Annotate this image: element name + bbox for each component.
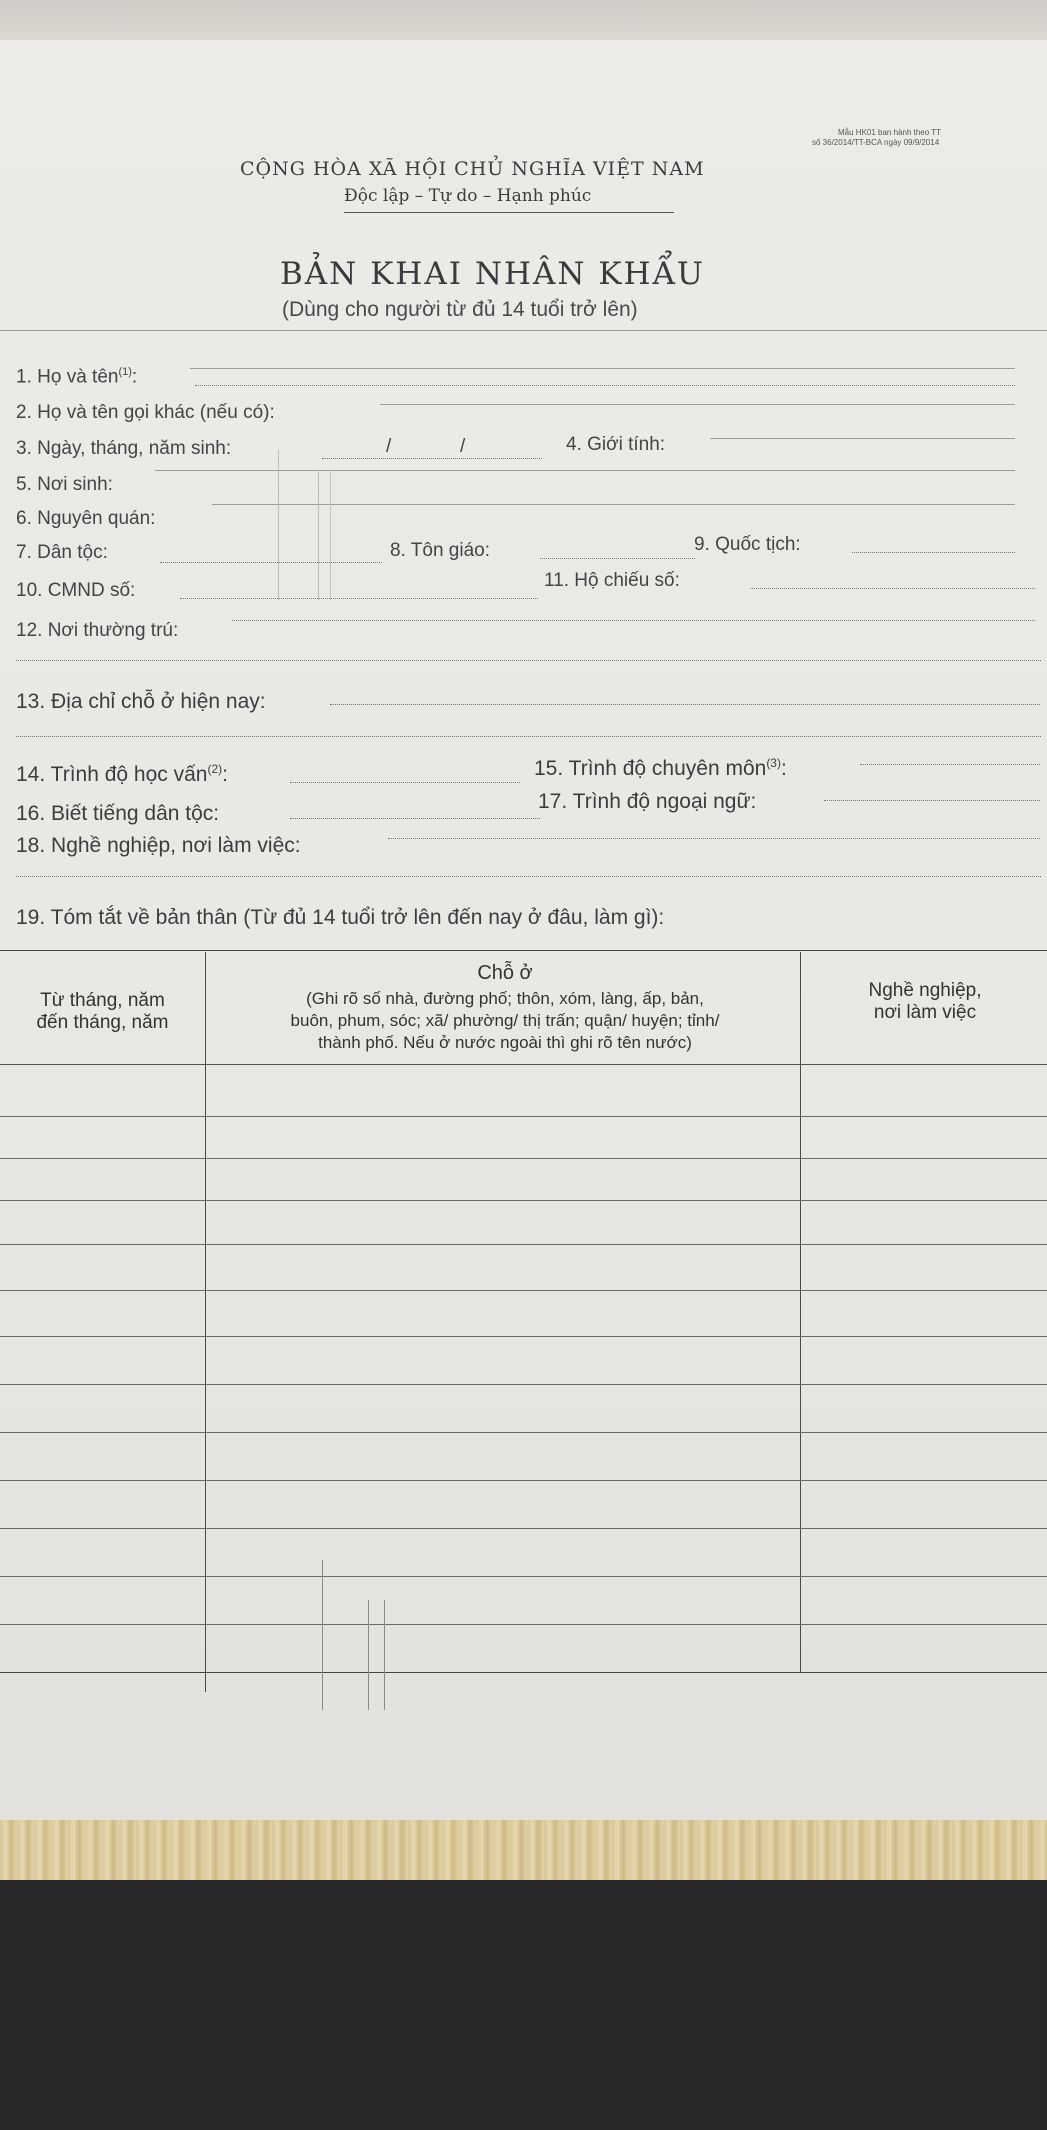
field-origin-label: 6. Nguyên quán:	[16, 508, 156, 529]
fill-line[interactable]	[750, 588, 1035, 589]
fill-line[interactable]	[330, 704, 1040, 705]
table-row[interactable]	[0, 1432, 1047, 1433]
fill-line[interactable]	[180, 598, 538, 599]
rule	[0, 330, 1047, 331]
fill-line[interactable]	[190, 368, 1015, 369]
field-ethnicity-label: 7. Dân tộc:	[16, 542, 108, 563]
fill-line[interactable]	[195, 385, 1015, 386]
table-border	[0, 1672, 1047, 1673]
table-row[interactable]	[0, 1480, 1047, 1481]
field-nationality-label: 9. Quốc tịch:	[694, 534, 801, 555]
national-motto: Độc lập – Tự do – Hạnh phúc	[344, 186, 592, 206]
table-header-period: Từ tháng, năm đến tháng, năm	[36, 990, 169, 1033]
show-through-mark	[330, 470, 331, 600]
field-other-name-label: 2. Họ và tên gọi khác (nếu có):	[16, 402, 275, 423]
field-ethnic-language-label: 16. Biết tiếng dân tộc:	[16, 802, 220, 825]
fill-line[interactable]	[290, 818, 540, 819]
fill-line[interactable]	[824, 800, 1040, 801]
field-passport-label: 11. Hộ chiếu số:	[544, 570, 680, 591]
date-separator: /	[386, 436, 392, 457]
table-row[interactable]	[0, 1336, 1047, 1337]
fill-line[interactable]	[16, 876, 1041, 877]
show-through-mark	[384, 1600, 385, 1710]
table-column-divider	[800, 952, 801, 1672]
field-biography-label: 19. Tóm tắt về bản thân (Từ đủ 14 tuổi trở lên đến nay ở đâu, làm gì):	[16, 906, 665, 929]
field-foreign-language-label: 17. Trình độ ngoại ngữ:	[538, 790, 757, 813]
table-row[interactable]	[0, 1384, 1047, 1385]
field-current-address-label: 13. Địa chỉ chỗ ở hiện nay:	[16, 690, 266, 713]
fill-line[interactable]	[155, 470, 1015, 471]
field-full-name-label: 1. Họ và tên$^{(1)}$:	[16, 366, 138, 388]
fill-line[interactable]	[860, 764, 1040, 765]
table-header-divider	[0, 1064, 1047, 1065]
table-row[interactable]	[0, 1576, 1047, 1577]
field-religion-label: 8. Tôn giáo:	[390, 540, 491, 561]
table-row[interactable]	[0, 1290, 1047, 1291]
show-through-mark	[322, 1560, 323, 1710]
table-border	[0, 950, 1047, 951]
fill-line[interactable]	[540, 558, 695, 559]
table-row[interactable]	[0, 1200, 1047, 1201]
form-sheet	[0, 40, 1047, 1830]
date-separator: /	[460, 436, 466, 457]
show-through-mark	[368, 1600, 369, 1710]
table-row[interactable]	[0, 1528, 1047, 1529]
field-birth-place-label: 5. Nơi sinh:	[16, 474, 113, 495]
fill-line[interactable]	[852, 552, 1015, 553]
nation-heading: CỘNG HÒA XÃ HỘI CHỦ NGHĨA VIỆT NAM	[240, 158, 705, 180]
field-education-label: 14. Trình độ học vấn$^{(2)}$:	[16, 762, 228, 786]
fill-line[interactable]	[388, 838, 1040, 839]
form-code: Mẫu HK01 ban hành theo TT	[838, 128, 942, 137]
field-qualification-label: 15. Trình độ chuyên môn$^{(3)}$:	[534, 756, 787, 780]
table-header-occupation: Nghề nghiệp, nơi làm việc	[868, 980, 982, 1023]
wooden-desk-edge	[0, 1820, 1047, 1880]
fill-line[interactable]	[710, 438, 1015, 439]
form-title: BẢN KHAI NHÂN KHẨU	[280, 256, 706, 292]
show-through-mark	[278, 450, 279, 600]
table-header-residence: Chỗ ở (Ghi rõ số nhà, đường phố; thôn, xóm, làng, ấp, bản, buôn, phum, sóc; xã/ phường/ thị trấn; quận/ huyện; tỉnh/ thành phố. Nếu ở nước ngoài thì ghi rõ tên nước)	[290, 962, 720, 1052]
fill-line[interactable]	[380, 404, 1015, 405]
fill-line[interactable]	[212, 504, 1015, 505]
fill-line[interactable]	[232, 620, 1035, 621]
field-birth-date-label: 3. Ngày, tháng, năm sinh:	[16, 438, 232, 459]
table-column-divider	[205, 952, 206, 1692]
table-row[interactable]	[0, 1244, 1047, 1245]
fill-line[interactable]	[16, 660, 1041, 661]
fill-line[interactable]	[322, 458, 542, 459]
field-occupation-label: 18. Nghề nghiệp, nơi làm việc:	[16, 834, 301, 857]
motto-underline	[344, 212, 674, 213]
form-subtitle: (Dùng cho người từ đủ 14 tuổi trở lên)	[282, 298, 638, 321]
table-row[interactable]	[0, 1624, 1047, 1625]
fill-line[interactable]	[16, 736, 1041, 737]
fill-line[interactable]	[160, 562, 382, 563]
dark-background	[0, 1880, 1047, 2130]
fill-line[interactable]	[290, 782, 520, 783]
show-through-mark	[318, 470, 319, 600]
form-code-2: số 36/2014/TT-BCA ngày 09/9/2014	[812, 138, 940, 147]
field-id-card-label: 10. CMND số:	[16, 580, 136, 601]
field-permanent-residence-label: 12. Nơi thường trú:	[16, 620, 179, 641]
table-row[interactable]	[0, 1158, 1047, 1159]
table-row[interactable]	[0, 1116, 1047, 1117]
field-gender-label: 4. Giới tính:	[566, 434, 666, 455]
